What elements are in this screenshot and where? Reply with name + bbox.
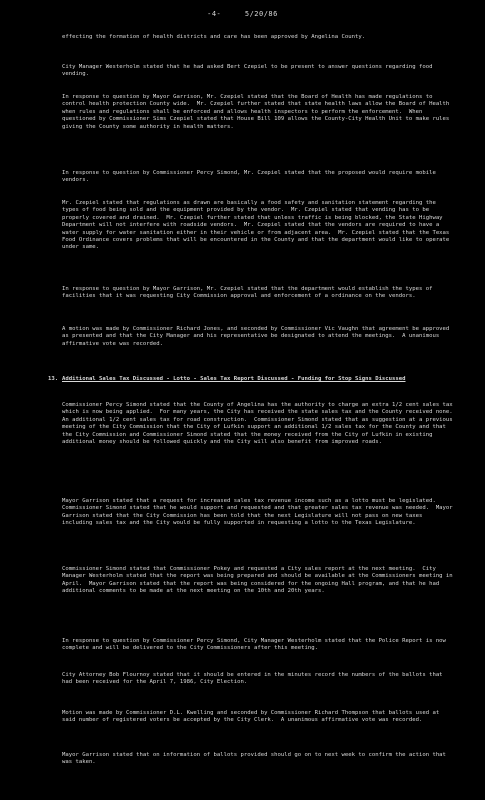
paragraph: A motion was made by Commissioner Richard Jones, and seconded by Commissioner Vic Vaughn that agreement be approved as presented and that the City Manager and his representative be designated to attend the meetings. A unanimous affirmative vote was recorded. (62, 326, 453, 347)
page-number: -4- (207, 10, 222, 18)
page-date: 5/20/86 (244, 10, 278, 18)
paragraph: Mayor Garrison stated that a request for increased sales tax revenue income such as a lotto must be legislated. Commissioner Simond stated that he would support and requested and that greater sales tax revenue was needed. Mayor Garrison stated that the City Commission has been told that the next Legislature will not pass on new taxes including sales tax and the City would be fully supported in requesting a lotto to the Texas Legislature. (62, 498, 457, 527)
paragraph: In response to question by Mayor Garrison, Mr. Czepiel stated that the department would establish the types of facilities that it was requesting City Commission approval and enforcement of a ordinance on the vendors. (62, 286, 436, 300)
item-number: 13. (48, 376, 59, 382)
page-header (0, 11, 485, 18)
paragraph: Commissioner Percy Simond stated that the County of Angelina has the authority to charge an extra 1/2 cent sales tax which is now being applied. For many years, the City has received the state sales tax and the County received none. An additional 1/2 cent sales tax for road construction. Commissioner Simond stated that as suggestion at a previous meeting of the City Commission that the City of Lufkin support an additional 1/2 sales tax for the County and that the City Commission and Commissioner Simond stated that the money received from the City of Lufkin in existing additional money should be followed quickly and the City will also benefit from improved roads. (62, 402, 460, 446)
paragraph: Commissioner Simond stated that Commissioner Pokey and requested a City sales report at the next meeting. City Manager Westerholm stated that the report was being prepared and should be available at the Commissioners meeting in April. Mayor Garrison stated that the report was being considered for the ongoing Hall program, and that he had additional comments to be made at the next meeting on the 10th and 20th years. (62, 566, 457, 595)
paragraph: Mayor Garrison stated that on information of ballots provided should go on to next week to confirm the action that was taken. (62, 752, 450, 766)
paragraph: In response to question by Commissioner Percy Simond, City Manager Westerholm stated that the Police Report is now complete and will be delivered to the City Commissioners after this meeting. (62, 638, 450, 652)
paragraph: In response to question by Mayor Garrison, Mr. Czepiel stated that the Board of Health has made regulations to control health protection County wide. Mr. Czepiel further stated that state health laws allow the Board of Health when rules and regulations shall be enforced and allows health inspectors to perform the enforcement. When questioned by Commissioner Sims Czepiel stated that House Bill 109 allows the County-City Health Unit to make rules giving the County some authority in health matters. (62, 94, 453, 130)
paragraph: In response to question by Commissioner Percy Simond, Mr. Czepiel stated that the proposed would require mobile vendors. (62, 170, 440, 184)
paragraph: effecting the formation of health districts and care has been approved by Angelina County. (62, 34, 366, 40)
paragraph: City Attorney Bob Flournoy stated that it should be entered in the minutes record the numbers of the ballots that had been received for the April 7, 1986, City Election. (62, 672, 446, 686)
paragraph: Motion was made by Commissioner D.L. Kwelling and seconded by Commissioner Richard Thompson that ballots used at said number of registered voters be accepted by the City Clerk. A unanimous affirmative vote was recorded. (62, 710, 443, 724)
paragraph: City Manager Westerholm stated that he had asked Bert Czepiel to be present to answer questions regarding food vending. (62, 64, 436, 78)
paragraph: Mr. Czepiel stated that regulations as drawn are basically a food safety and sanitation statement regarding the types of food being sold and the equipment provided by the vendor. Mr. Czepiel stated that vending has to be properly covered and drained. Mr. Czepiel further stated that unless traffic is being blocked, the State Highway Department will not interfere with roadside vendors. Mr. Czepiel stated that the vendors are required to have a water supply for water sanitation either in their vehicle or from adjacent area. Mr. Czepiel stated that the Texas Food Ordinance covers problems that will be encountered in the County and that the department would like to operate under same. (62, 200, 453, 251)
item-heading: Additional Sales Tax Discussed - Lotto - Sales Tax Report Discussed - Funding for Stop Signs Discussed (62, 376, 406, 382)
